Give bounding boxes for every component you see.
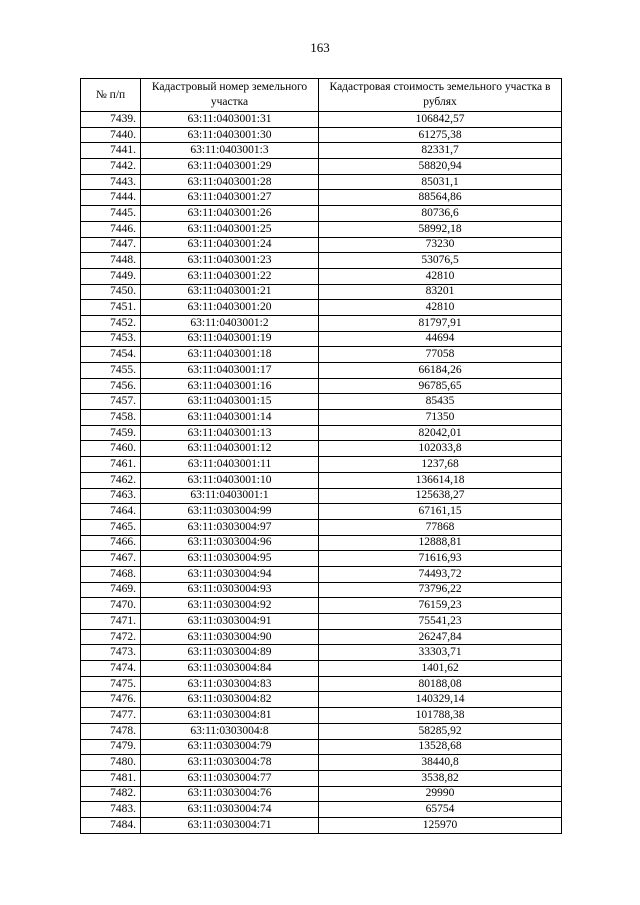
header-row-number: № п/п [81, 79, 141, 112]
row-number-cell: 7456. [81, 378, 141, 394]
cadastral-value-cell: 3538,82 [319, 770, 562, 786]
cadastral-number-cell: 63:11:0403001:3 [141, 143, 319, 159]
cadastral-number-cell: 63:11:0403001:2 [141, 315, 319, 331]
cadastral-number-cell: 63:11:0303004:79 [141, 739, 319, 755]
table-row [81, 457, 562, 473]
row-number-cell: 7462. [81, 472, 141, 488]
row-number-cell: 7449. [81, 268, 141, 284]
cadastral-number-cell: 63:11:0403001:18 [141, 347, 319, 363]
table-row [81, 284, 562, 300]
row-number-cell: 7457. [81, 394, 141, 410]
cadastral-value-cell: 80188,08 [319, 676, 562, 692]
table-row [81, 237, 562, 253]
table-row [81, 817, 562, 833]
cadastral-number-cell: 63:11:0303004:78 [141, 755, 319, 771]
row-number-cell: 7446. [81, 221, 141, 237]
cadastral-value-cell: 140329,14 [319, 692, 562, 708]
cadastral-value-cell: 61275,38 [319, 127, 562, 143]
cadastral-number-cell: 63:11:0303004:8 [141, 723, 319, 739]
table-row [81, 315, 562, 331]
cadastral-number-cell: 63:11:0403001:24 [141, 237, 319, 253]
cadastral-value-table [80, 78, 562, 834]
row-number-cell: 7484. [81, 817, 141, 833]
cadastral-number-cell: 63:11:0403001:28 [141, 174, 319, 190]
row-number-cell: 7477. [81, 708, 141, 724]
row-number-cell: 7442. [81, 159, 141, 175]
cadastral-number-cell: 63:11:0303004:95 [141, 551, 319, 567]
row-number-cell: 7469. [81, 582, 141, 598]
cadastral-value-cell: 73796,22 [319, 582, 562, 598]
table-row [81, 441, 562, 457]
cadastral-value-cell: 33303,71 [319, 645, 562, 661]
table-row [81, 347, 562, 363]
row-number-cell: 7474. [81, 661, 141, 677]
table-row [81, 504, 562, 520]
cadastral-number-cell: 63:11:0303004:71 [141, 817, 319, 833]
table-row [81, 253, 562, 269]
cadastral-number-cell: 63:11:0403001:13 [141, 425, 319, 441]
cadastral-value-cell: 80736,6 [319, 206, 562, 222]
cadastral-number-cell: 63:11:0403001:25 [141, 221, 319, 237]
cadastral-value-cell: 125970 [319, 817, 562, 833]
header-row [81, 79, 562, 112]
table-row [81, 692, 562, 708]
table-row [81, 582, 562, 598]
table-row [81, 629, 562, 645]
cadastral-value-cell: 101788,38 [319, 708, 562, 724]
cadastral-value-cell: 58285,92 [319, 723, 562, 739]
row-number-cell: 7463. [81, 488, 141, 504]
cadastral-number-cell: 63:11:0303004:91 [141, 614, 319, 630]
table-row [81, 410, 562, 426]
cadastral-value-cell: 29990 [319, 786, 562, 802]
cadastral-value-cell: 82042,01 [319, 425, 562, 441]
table-header [81, 79, 562, 112]
cadastral-value-cell: 1237,68 [319, 457, 562, 473]
cadastral-value-cell: 58992,18 [319, 221, 562, 237]
row-number-cell: 7451. [81, 300, 141, 316]
cadastral-value-cell: 136614,18 [319, 472, 562, 488]
row-number-cell: 7459. [81, 425, 141, 441]
row-number-cell: 7458. [81, 410, 141, 426]
row-number-cell: 7452. [81, 315, 141, 331]
cadastral-value-cell: 82331,7 [319, 143, 562, 159]
table-row [81, 770, 562, 786]
cadastral-number-cell: 63:11:0403001:15 [141, 394, 319, 410]
row-number-cell: 7444. [81, 190, 141, 206]
cadastral-number-cell: 63:11:0303004:93 [141, 582, 319, 598]
table-row [81, 723, 562, 739]
cadastral-number-cell: 63:11:0403001:20 [141, 300, 319, 316]
cadastral-value-cell: 75541,23 [319, 614, 562, 630]
cadastral-value-cell: 106842,57 [319, 112, 562, 128]
row-number-cell: 7464. [81, 504, 141, 520]
table-row [81, 472, 562, 488]
row-number-cell: 7445. [81, 206, 141, 222]
cadastral-value-cell: 26247,84 [319, 629, 562, 645]
cadastral-number-cell: 63:11:0403001:10 [141, 472, 319, 488]
cadastral-number-cell: 63:11:0403001:26 [141, 206, 319, 222]
cadastral-number-cell: 63:11:0403001:21 [141, 284, 319, 300]
cadastral-number-cell: 63:11:0303004:90 [141, 629, 319, 645]
table-body [81, 112, 562, 834]
cadastral-value-cell: 96785,65 [319, 378, 562, 394]
table-row [81, 488, 562, 504]
row-number-cell: 7441. [81, 143, 141, 159]
table-row [81, 174, 562, 190]
table-row [81, 112, 562, 128]
table-row [81, 551, 562, 567]
cadastral-number-cell: 63:11:0403001:31 [141, 112, 319, 128]
row-number-cell: 7475. [81, 676, 141, 692]
table-row [81, 268, 562, 284]
cadastral-value-cell: 38440,8 [319, 755, 562, 771]
header-cadastral-number: Кадастровый номер земельного участка [141, 79, 319, 112]
cadastral-number-cell: 63:11:0303004:82 [141, 692, 319, 708]
table-row [81, 127, 562, 143]
table-row [81, 598, 562, 614]
row-number-cell: 7443. [81, 174, 141, 190]
table-row [81, 708, 562, 724]
cadastral-number-cell: 63:11:0403001:14 [141, 410, 319, 426]
table-row [81, 300, 562, 316]
table-row [81, 566, 562, 582]
cadastral-number-cell: 63:11:0303004:81 [141, 708, 319, 724]
table-row [81, 535, 562, 551]
row-number-cell: 7471. [81, 614, 141, 630]
row-number-cell: 7447. [81, 237, 141, 253]
table-row [81, 739, 562, 755]
table-row [81, 786, 562, 802]
row-number-cell: 7460. [81, 441, 141, 457]
row-number-cell: 7468. [81, 566, 141, 582]
cadastral-number-cell: 63:11:0303004:96 [141, 535, 319, 551]
table-row [81, 159, 562, 175]
cadastral-number-cell: 63:11:0303004:83 [141, 676, 319, 692]
row-number-cell: 7481. [81, 770, 141, 786]
cadastral-number-cell: 63:11:0303004:84 [141, 661, 319, 677]
cadastral-number-cell: 63:11:0403001:16 [141, 378, 319, 394]
cadastral-number-cell: 63:11:0403001:19 [141, 331, 319, 347]
row-number-cell: 7466. [81, 535, 141, 551]
row-number-cell: 7455. [81, 363, 141, 379]
row-number-cell: 7439. [81, 112, 141, 128]
cadastral-number-cell: 63:11:0403001:17 [141, 363, 319, 379]
cadastral-number-cell: 63:11:0303004:76 [141, 786, 319, 802]
row-number-cell: 7473. [81, 645, 141, 661]
table-row [81, 363, 562, 379]
row-number-cell: 7440. [81, 127, 141, 143]
cadastral-value-cell: 77058 [319, 347, 562, 363]
table-row [81, 645, 562, 661]
cadastral-number-cell: 63:11:0403001:29 [141, 159, 319, 175]
cadastral-value-cell: 53076,5 [319, 253, 562, 269]
cadastral-number-cell: 63:11:0403001:23 [141, 253, 319, 269]
cadastral-number-cell: 63:11:0303004:77 [141, 770, 319, 786]
cadastral-number-cell: 63:11:0403001:11 [141, 457, 319, 473]
cadastral-value-cell: 125638,27 [319, 488, 562, 504]
cadastral-value-cell: 66184,26 [319, 363, 562, 379]
row-number-cell: 7483. [81, 802, 141, 818]
cadastral-value-cell: 74493,72 [319, 566, 562, 582]
cadastral-value-cell: 67161,15 [319, 504, 562, 520]
row-number-cell: 7465. [81, 519, 141, 535]
table-row [81, 661, 562, 677]
cadastral-value-cell: 102033,8 [319, 441, 562, 457]
cadastral-value-cell: 13528,68 [319, 739, 562, 755]
table-row [81, 221, 562, 237]
cadastral-value-cell: 85435 [319, 394, 562, 410]
cadastral-number-cell: 63:11:0303004:94 [141, 566, 319, 582]
table-row [81, 802, 562, 818]
table-row [81, 378, 562, 394]
row-number-cell: 7480. [81, 755, 141, 771]
table-row [81, 143, 562, 159]
row-number-cell: 7467. [81, 551, 141, 567]
row-number-cell: 7454. [81, 347, 141, 363]
cadastral-number-cell: 63:11:0403001:22 [141, 268, 319, 284]
cadastral-value-cell: 88564,86 [319, 190, 562, 206]
cadastral-value-cell: 42810 [319, 300, 562, 316]
header-cadastral-value: Кадастровая стоимость земельного участка в рублях [319, 79, 562, 112]
row-number-cell: 7448. [81, 253, 141, 269]
row-number-cell: 7453. [81, 331, 141, 347]
cadastral-value-cell: 58820,94 [319, 159, 562, 175]
cadastral-number-cell: 63:11:0403001:27 [141, 190, 319, 206]
row-number-cell: 7472. [81, 629, 141, 645]
cadastral-number-cell: 63:11:0303004:89 [141, 645, 319, 661]
cadastral-value-cell: 73230 [319, 237, 562, 253]
cadastral-value-cell: 44694 [319, 331, 562, 347]
cadastral-value-cell: 83201 [319, 284, 562, 300]
table-row [81, 394, 562, 410]
table-row [81, 676, 562, 692]
table-row [81, 425, 562, 441]
table-row [81, 206, 562, 222]
row-number-cell: 7450. [81, 284, 141, 300]
row-number-cell: 7461. [81, 457, 141, 473]
cadastral-number-cell: 63:11:0403001:1 [141, 488, 319, 504]
cadastral-number-cell: 63:11:0303004:74 [141, 802, 319, 818]
cadastral-value-cell: 1401,62 [319, 661, 562, 677]
table-row [81, 614, 562, 630]
cadastral-number-cell: 63:11:0303004:97 [141, 519, 319, 535]
cadastral-value-cell: 71350 [319, 410, 562, 426]
cadastral-number-cell: 63:11:0303004:99 [141, 504, 319, 520]
row-number-cell: 7478. [81, 723, 141, 739]
row-number-cell: 7479. [81, 739, 141, 755]
cadastral-number-cell: 63:11:0303004:92 [141, 598, 319, 614]
cadastral-value-cell: 85031,1 [319, 174, 562, 190]
page-number: 163 [310, 40, 330, 55]
cadastral-number-cell: 63:11:0403001:12 [141, 441, 319, 457]
row-number-cell: 7482. [81, 786, 141, 802]
cadastral-number-cell: 63:11:0403001:30 [141, 127, 319, 143]
row-number-cell: 7470. [81, 598, 141, 614]
cadastral-value-cell: 76159,23 [319, 598, 562, 614]
table-row [81, 519, 562, 535]
table-row [81, 755, 562, 771]
table-row [81, 190, 562, 206]
cadastral-value-cell: 65754 [319, 802, 562, 818]
cadastral-value-cell: 12888,81 [319, 535, 562, 551]
cadastral-value-cell: 81797,91 [319, 315, 562, 331]
cadastral-value-cell: 77868 [319, 519, 562, 535]
row-number-cell: 7476. [81, 692, 141, 708]
cadastral-value-cell: 42810 [319, 268, 562, 284]
cadastral-value-cell: 71616,93 [319, 551, 562, 567]
table-row [81, 331, 562, 347]
